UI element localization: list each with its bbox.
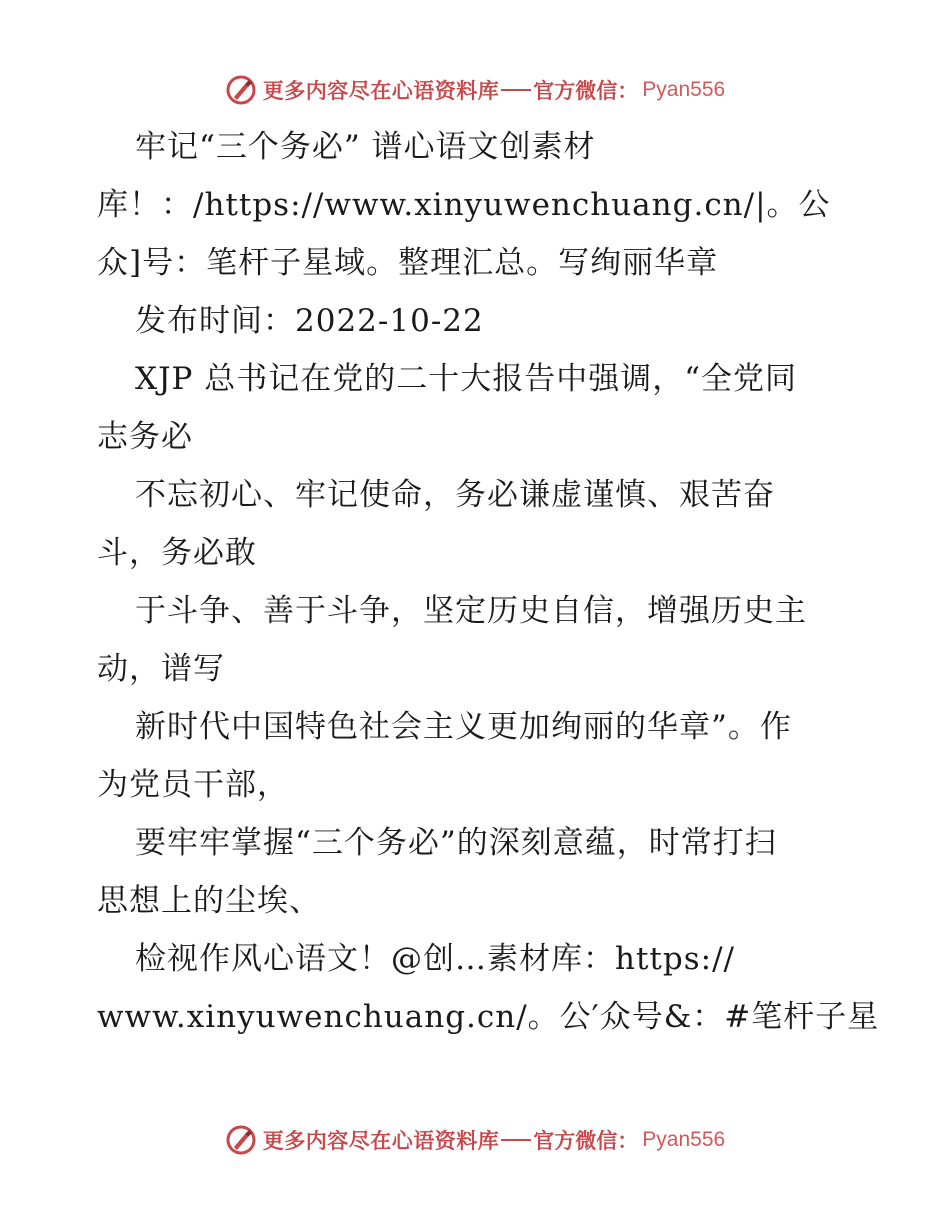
doc-line-8: 斗，务必敢: [97, 535, 257, 571]
header-wechat-label: 官方微信：: [533, 79, 639, 103]
document-body: [97, 118, 880, 1046]
footer-banner: [0, 1120, 950, 1160]
doc-line-16: www.xinyuwenchuang.cn/。公′众号&：#笔杆子星: [97, 999, 880, 1035]
doc-line-13: 要牢牢掌握“三个务必”的深刻意蕴，时常打扫: [135, 825, 777, 861]
doc-line-11: 新时代中国特色社会主义更加绚丽的华章”。作: [135, 709, 792, 745]
doc-line-6: 志务必: [97, 419, 193, 455]
doc-line-10: 动，谱写: [97, 651, 225, 687]
header-wechat-id: Pyan556: [642, 78, 726, 101]
doc-line-9: 于斗争、善于斗争，坚定历史自信，增强历史主: [135, 593, 807, 629]
footer-wechat-id: Pyan556: [642, 1128, 726, 1151]
doc-line-1: 牢记“三个务必” 谱心语文创素材: [135, 129, 596, 165]
doc-line-14: 思想上的尘埃、: [97, 883, 321, 919]
doc-line-12: 为党员干部，: [97, 767, 289, 803]
doc-line-7: 不忘初心、牢记使命，务必谦虚谨慎、艰苦奋: [135, 477, 775, 513]
doc-line-5: XJP 总书记在党的二十大报告中强调，“全党同: [135, 361, 798, 397]
pen-logo-icon: [225, 1124, 257, 1156]
footer-promo-text: 更多内容尽在心语资料库: [262, 1129, 500, 1153]
pen-logo-icon: [225, 74, 257, 106]
header-promo-text: 更多内容尽在心语资料库: [262, 79, 500, 103]
doc-line-3: 众]号：笔杆子星域。整理汇总。写绚丽华章: [97, 245, 719, 281]
footer-wechat-label: 官方微信：: [533, 1129, 639, 1153]
header-banner: [0, 70, 950, 110]
doc-line-2: 库！：/https://www.xinyuwenchuang.cn/|。公: [97, 187, 831, 223]
doc-line-15: 检视作风心语文！@创…素材库：https://: [135, 941, 735, 977]
header-dash: [501, 89, 531, 91]
doc-line-4: 发布时间：2022-10-22: [135, 303, 484, 339]
footer-dash: [501, 1139, 531, 1141]
